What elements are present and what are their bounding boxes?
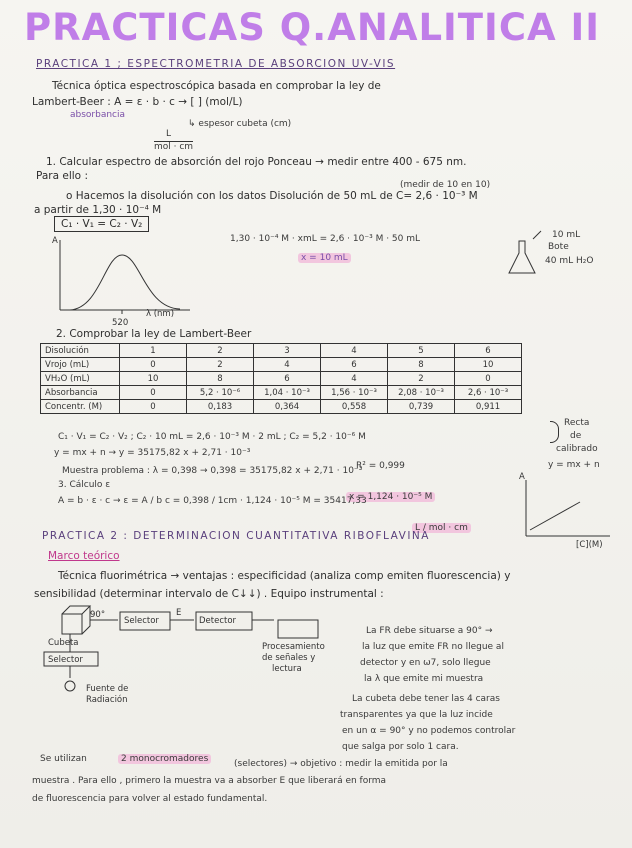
table-cell: 0 — [120, 400, 187, 414]
table-cell: 0 — [120, 386, 187, 400]
table-cell: 2,6 · 10⁻³ — [455, 386, 522, 400]
dilution-result: x = 10 mL — [298, 253, 351, 263]
step1-line2: Para ello : — [36, 170, 88, 182]
recta-label-1: Recta — [564, 418, 590, 428]
p2-line2: sensibilidad (determinar intervalo de C↓↓) . Equipo instrumental : — [34, 588, 384, 600]
spectrum-axis-A: A — [52, 236, 58, 246]
table-cell: 10 — [455, 358, 522, 372]
table-cell: 0 — [120, 358, 187, 372]
bottom-line3: de fluorescencia para volver al estado fundamental. — [32, 794, 268, 804]
table-cell: Vrojo (mL) — [41, 358, 120, 372]
table-cell: Absorbancia — [41, 386, 120, 400]
right-line5: La cubeta debe tener las 4 caras — [352, 694, 500, 704]
diagram-detector-label: Detector — [199, 616, 237, 626]
table-row — [41, 372, 522, 386]
table-cell: 1,56 · 10⁻³ — [321, 386, 388, 400]
diagram-cubeta-label: Cubeta — [48, 638, 79, 648]
table-row — [41, 358, 522, 372]
spectrum-sketch — [50, 240, 200, 320]
right-line8: que salga por solo 1 cara. — [342, 742, 459, 752]
diagram-selector-label: Selector — [124, 616, 159, 626]
step1-line1: 1. Calcular espectro de absorción del rojo Ponceau → medir entre 400 - 675 nm. — [46, 156, 467, 168]
p2-line1: Técnica fluorimétrica → ventajas : especificidad (analiza comp emiten fluorescencia) y — [58, 570, 511, 582]
table-cell: 4 — [321, 344, 388, 358]
table-cell: 10 — [120, 372, 187, 386]
dilution-calc: 1,30 · 10⁻⁴ M · xmL = 2,6 · 10⁻³ M · 50 mL — [230, 234, 421, 244]
table-cell: 1,04 · 10⁻³ — [254, 386, 321, 400]
absorbance-note: absorbancia — [70, 110, 126, 120]
table-cell: Concentr. (M) — [41, 400, 120, 414]
practica2-heading: PRACTICA 2 : DETERMINACION CUANTITATIVA RIBOFLAVINA — [42, 530, 430, 542]
table-cell: 0,911 — [455, 400, 522, 414]
table-cell: Disolución — [41, 344, 120, 358]
spectrum-axis-x: λ (nm) — [146, 309, 175, 319]
table-cell: 4 — [254, 358, 321, 372]
table-header-row — [41, 344, 522, 358]
eq-line4: 3. Cálculo ε — [58, 480, 111, 490]
flask-icon — [505, 235, 545, 280]
calibration-axis-A: A — [519, 472, 525, 482]
table-cell: 2 — [187, 344, 254, 358]
bottle-label-1: 10 mL — [552, 230, 581, 240]
step1-note: (medir de 10 en 10) — [400, 180, 491, 190]
units-L: L — [166, 129, 172, 139]
table-cell: 8 — [187, 372, 254, 386]
table-cell: VH₂O (mL) — [41, 372, 120, 386]
p1-intro-line1: Técnica óptica espectroscópica basada en comprobar la ley de — [52, 80, 381, 92]
diagram-E: E — [176, 608, 182, 618]
table-cell: 5 — [388, 344, 455, 358]
diagram-fuente-label-2: Radiación — [86, 695, 128, 705]
table-cell: 0 — [455, 372, 522, 386]
lambert-beer-table — [40, 343, 522, 414]
units-molcm: mol · cm — [154, 142, 194, 152]
eq-line3-result: x = 1,124 · 10⁻⁵ M — [346, 492, 435, 502]
recta-label-2: de — [570, 431, 582, 441]
dilution-formula-box: C₁ · V₁ = C₂ · V₂ — [54, 216, 149, 232]
table-cell: 0,183 — [187, 400, 254, 414]
table-row — [41, 386, 522, 400]
table-cell: 2 — [388, 372, 455, 386]
bottom-line1-end: (selectores) → objetivo : medir la emitida por la — [234, 759, 448, 769]
eq-line3: Muestra problema : λ = 0,398 → 0,398 = 35175,82 x + 2,71 · 10⁻³ — [62, 466, 363, 476]
page-title: PRACTICAS Q.ANALITICA II — [24, 6, 601, 49]
espesor-note: ↳ espesor cubeta (cm) — [188, 119, 292, 129]
epsilon-units: L / mol · cm — [412, 523, 471, 533]
recta-label-3: calibrado — [556, 444, 598, 454]
table-cell: 0,739 — [388, 400, 455, 414]
diagram-proc-label-3: lectura — [272, 664, 302, 674]
p1-intro-line2: Lambert-Beer : A = ε · b · c → [ ] (mol/L) — [32, 96, 243, 108]
right-line1: La FR debe situarse a 90° → — [366, 626, 493, 636]
table-cell: 8 — [388, 358, 455, 372]
step1-line3: o Hacemos la disolución con los datos Disolución de 50 mL de C= 2,6 · 10⁻³ M — [66, 190, 478, 202]
table-cell: 2 — [187, 358, 254, 372]
table-cell: 0,558 — [321, 400, 388, 414]
step1-line4: a partir de 1,30 · 10⁻⁴ M — [34, 204, 162, 216]
eq-line2: y = mx + n → y = 35175,82 x + 2,71 · 10⁻³ — [54, 448, 251, 458]
spectrum-peak: 520 — [112, 318, 129, 328]
recta-label-4: y = mx + n — [548, 460, 600, 470]
eq-line1: C₁ · V₁ = C₂ · V₂ ; C₂ · 10 mL = 2,6 · 10⁻³ M · 2 mL ; C₂ = 5,2 · 10⁻⁶ M — [58, 432, 366, 442]
right-line3: detector y en ω7, solo llegue — [360, 658, 491, 668]
marco-teorico: Marco teórico — [48, 550, 120, 562]
bottom-line2: muestra . Para ello , primero la muestra va a absorber E que liberará en forma — [32, 776, 387, 786]
table-cell: 5,2 · 10⁻⁶ — [187, 386, 254, 400]
table-cell: 1 — [120, 344, 187, 358]
right-line2: la luz que emite FR no llegue al — [362, 642, 504, 652]
bottle-label-3: 40 mL H₂O — [545, 256, 594, 266]
calibration-sketch — [520, 480, 610, 540]
right-line6: transparentes ya que la luz incide — [340, 710, 493, 720]
table-cell: 6 — [254, 372, 321, 386]
diagram-proc-label-1: Procesamiento — [262, 642, 325, 652]
eq-line5: A = b · ε · c → ε = A / b c = 0,398 / 1cm · 1,124 · 10⁻⁵ M = 35417,33 — [58, 496, 367, 506]
r-squared: R² = 0,999 — [356, 461, 405, 471]
table-cell: 0,364 — [254, 400, 321, 414]
diagram-angle: 90° — [90, 610, 106, 620]
table-cell: 6 — [321, 358, 388, 372]
table-cell: 4 — [321, 372, 388, 386]
right-line7: en un α = 90° y no podemos controlar — [342, 726, 516, 736]
table-brace — [550, 421, 559, 443]
diagram-proc-label-2: de señales y — [262, 653, 316, 663]
step2-title: 2. Comprobar la ley de Lambert-Beer — [56, 328, 252, 340]
calibration-axis-x: [C](M) — [576, 540, 603, 550]
diagram-selector2-label: Selector — [48, 655, 83, 665]
bottle-label-2: Bote — [548, 242, 569, 252]
bottom-line1-start: Se utilizan — [40, 754, 87, 764]
diagram-fuente-label-1: Fuente de — [86, 684, 129, 694]
bottom-line1-highlight: 2 monocromadores — [118, 754, 211, 764]
table-cell: 6 — [455, 344, 522, 358]
right-line4: la λ que emite mi muestra — [364, 674, 484, 684]
table-row — [41, 400, 522, 414]
table-cell: 2,08 · 10⁻³ — [388, 386, 455, 400]
practica1-heading: PRACTICA 1 ; ESPECTROMETRIA DE ABSORCION UV-VIS — [36, 58, 396, 70]
table-cell: 3 — [254, 344, 321, 358]
